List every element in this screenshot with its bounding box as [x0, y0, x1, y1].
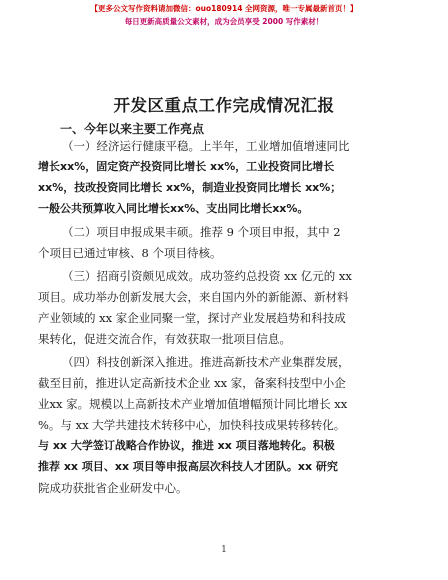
body-line: 个项目已通过审核、8 个项目待核。 [38, 246, 222, 260]
page-number: 1 [221, 545, 227, 555]
body-line: %。与 xx 大学共建技术转移中心，加快科技成果转移转化。 [38, 418, 346, 432]
body-line: xx%，技改投资同比增长 xx%，制造业投资同比增长 xx%； [38, 181, 342, 194]
body-line: 产业领域的 xx 家企业同聚一堂，探讨产业发展趋势和科技成 [38, 311, 346, 325]
body-line: （四）科技创新深入推进。推进高新技术产业集群发展， [62, 355, 350, 369]
body-line: 果转化，促进交流合作，有效获取一批项目信息。 [38, 332, 291, 346]
promo-banner-line2: 每日更新高质量公文素材，成为会员享受 2000 写作素材！ [124, 17, 324, 26]
body-line: 业xx 家。规模以上高新技术产业增加值增幅预计同比增长 xx [38, 397, 348, 411]
section-heading: 一、今年以来主要工作亮点 [60, 122, 205, 136]
body-line: 截至目前，推进认定高新技术企业 xx 家，备案科技型中小企 [38, 376, 346, 390]
body-line: 院成功获批省企业研发中心。 [38, 481, 188, 495]
body-line: （二）项目申报成果丰硕。推荐 9 个项目申报，其中 2 [62, 225, 341, 239]
body-line: 与 xx 大学签订战略合作协议，推进 xx 项目落地转化。积极 [38, 439, 335, 452]
body-line: （一）经济运行健康平稳。上半年，工业增加值增速同比 [62, 139, 350, 153]
body-line: 项目。成功举办创新发展大会，来自国内外的新能源、新材料 [38, 290, 349, 304]
document-title: 开发区重点工作完成情况汇报 [113, 96, 335, 115]
body-line: 推荐 xx 项目、xx 项目等申报高层次科技人才团队。xx 研究 [38, 460, 338, 473]
body-line: （三）招商引资颇见成效。成功签约总投资 xx 亿元的 xx [62, 269, 352, 283]
body-line: 一般公共预算收入同比增长xx%、支出同比增长xx%。 [38, 202, 309, 215]
body-line: 增长xx%，固定资产投资同比增长 xx%，工业投资同比增长 [38, 160, 335, 173]
promo-banner-line1: 【更多公文写作资料请加微信：ouo180914 全网资源，唯一专属最新首页！】 [90, 4, 358, 13]
